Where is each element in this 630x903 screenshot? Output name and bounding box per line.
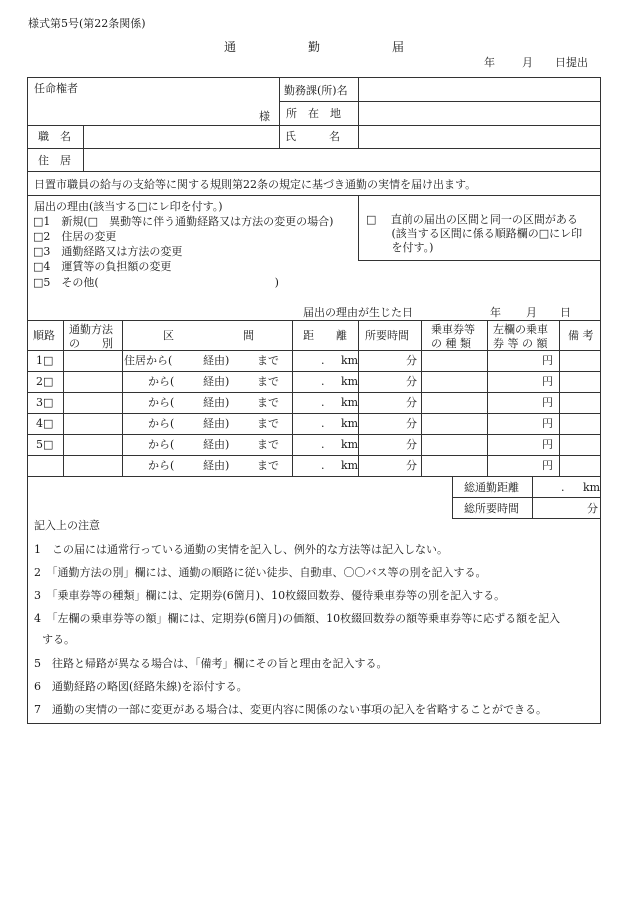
row-1-via: 経由) bbox=[203, 354, 230, 367]
row-3-dot: . bbox=[321, 396, 325, 409]
total-distance-label: 総通勤距離 bbox=[464, 481, 519, 494]
note-4-continued: する。 bbox=[42, 633, 75, 646]
workplace-label: 勤務課(所)名 bbox=[284, 84, 348, 97]
occurred-day-label: 日 bbox=[560, 306, 571, 319]
row-1-from: 住居から( bbox=[124, 354, 173, 367]
row-6-from: から( bbox=[148, 459, 175, 472]
row-6-to: まで bbox=[257, 459, 279, 472]
total-distance-unit: km bbox=[583, 481, 601, 494]
row-5-yen: 円 bbox=[542, 438, 553, 451]
row-1-to: まで bbox=[257, 354, 279, 367]
row-5-from: から( bbox=[148, 438, 175, 451]
row-4-km: km bbox=[341, 417, 359, 430]
row-1-km: km bbox=[341, 354, 359, 367]
reason-fare-change: □4 運賃等の負担額の変更 bbox=[33, 260, 172, 273]
row-2-min: 分 bbox=[406, 375, 417, 388]
th-method-1: 通勤方法 bbox=[69, 323, 113, 336]
address-label: 所 在 地 bbox=[286, 107, 341, 120]
row-6-km: km bbox=[341, 459, 359, 472]
th-ticket-2: の 種 類 bbox=[431, 337, 471, 350]
submit-month-label: 月 bbox=[522, 56, 533, 69]
row-4-to: まで bbox=[257, 417, 279, 430]
row-3-order: 3□ bbox=[36, 396, 54, 409]
row-2-order: 2□ bbox=[36, 375, 54, 388]
row-4-dot: . bbox=[321, 417, 325, 430]
submit-day-label: 日提出 bbox=[555, 56, 588, 69]
title-char-2: 勤 bbox=[308, 40, 321, 54]
th-amount-1: 左欄の乗車 bbox=[493, 323, 548, 336]
row-4-from: から( bbox=[148, 417, 175, 430]
row-5-to: まで bbox=[257, 438, 279, 451]
total-distance-dot: . bbox=[561, 481, 565, 494]
th-time: 所要時間 bbox=[365, 329, 409, 342]
position-label: 職 名 bbox=[38, 130, 71, 143]
row-4-via: 経由) bbox=[203, 417, 230, 430]
row-2-yen: 円 bbox=[542, 375, 553, 388]
row-1-dot: . bbox=[321, 354, 325, 367]
occurred-year-label: 年 bbox=[490, 306, 501, 319]
row-3-yen: 円 bbox=[542, 396, 553, 409]
note-3: 3 「乗車券等の種類」欄には、定期券(6箇月)、10枚綴回数券、優待乗車券等の別を記入する。 bbox=[34, 589, 506, 602]
residence-label: 住 居 bbox=[38, 154, 71, 167]
appointer-label: 任命権者 bbox=[34, 82, 78, 95]
row-1-yen: 円 bbox=[542, 354, 553, 367]
row-6-min: 分 bbox=[406, 459, 417, 472]
th-distance-2: 離 bbox=[336, 329, 347, 342]
commute-form bbox=[27, 77, 601, 724]
row-3-min: 分 bbox=[406, 396, 417, 409]
row-6-via: 経由) bbox=[203, 459, 230, 472]
same-section-line-1: □ 直前の届出の区間と同一の区間がある bbox=[366, 213, 578, 226]
row-5-min: 分 bbox=[406, 438, 417, 451]
form-number: 様式第5号(第22条関係) bbox=[28, 17, 146, 30]
row-1-min: 分 bbox=[406, 354, 417, 367]
row-2-via: 経由) bbox=[203, 375, 230, 388]
th-method-2: の 別 bbox=[69, 337, 113, 350]
occurred-date-label: 届出の理由が生じた日 bbox=[303, 306, 413, 319]
row-2-from: から( bbox=[148, 375, 175, 388]
row-5-via: 経由) bbox=[203, 438, 230, 451]
th-order: 順路 bbox=[33, 329, 55, 342]
row-3-via: 経由) bbox=[203, 396, 230, 409]
th-section-2: 間 bbox=[243, 329, 254, 342]
same-section-line-3: を付す。) bbox=[366, 241, 434, 254]
row-6-dot: . bbox=[321, 459, 325, 472]
submit-year-label: 年 bbox=[484, 56, 495, 69]
row-3-to: まで bbox=[257, 396, 279, 409]
title-char-1: 通 bbox=[224, 40, 237, 54]
occurred-month-label: 月 bbox=[526, 306, 537, 319]
th-section-1: 区 bbox=[163, 329, 174, 342]
row-4-yen: 円 bbox=[542, 417, 553, 430]
th-distance-1: 距 bbox=[303, 329, 314, 342]
reason-residence-change: □2 住居の変更 bbox=[33, 230, 117, 243]
row-5-km: km bbox=[341, 438, 359, 451]
row-3-from: から( bbox=[148, 396, 175, 409]
reason-other: □5 その他( ) bbox=[33, 276, 279, 289]
row-2-to: まで bbox=[257, 375, 279, 388]
note-5: 5 往路と帰路が異なる場合は、「備考」欄にその旨と理由を記入する。 bbox=[34, 657, 388, 670]
reason-route-change: □3 通勤経路又は方法の変更 bbox=[33, 245, 183, 258]
notes-heading: 記入上の注意 bbox=[34, 519, 100, 532]
same-section-line-2: (該当する区間に係る順路欄の□にレ印 bbox=[366, 227, 583, 240]
row-5-order: 5□ bbox=[36, 438, 54, 451]
row-5-dot: . bbox=[321, 438, 325, 451]
total-time-unit: 分 bbox=[587, 502, 598, 515]
note-1: 1 この届には通常行っている通勤の実情を記入し、例外的な方法等は記入しない。 bbox=[34, 543, 448, 556]
reasons-heading: 届出の理由(該当する□にレ印を付す。) bbox=[34, 200, 223, 213]
row-1-order: 1□ bbox=[36, 354, 54, 367]
notice-text: 日置市職員の給与の支給等に関する規則第22条の規定に基づき通勤の実情を届け出ます。 bbox=[34, 178, 477, 191]
th-amount-2: 券 等 の 額 bbox=[493, 337, 548, 350]
reason-new: □1 新規(□ 異動等に伴う通勤経路又は方法の変更の場合) bbox=[33, 215, 334, 228]
row-3-km: km bbox=[341, 396, 359, 409]
row-4-min: 分 bbox=[406, 417, 417, 430]
total-time-label: 総所要時間 bbox=[464, 502, 519, 515]
note-6: 6 通勤経路の略図(経路朱線)を添付する。 bbox=[34, 680, 248, 693]
sama-label: 様 bbox=[259, 110, 270, 123]
row-2-dot: . bbox=[321, 375, 325, 388]
name-label: 氏 名 bbox=[285, 130, 340, 143]
row-2-km: km bbox=[341, 375, 359, 388]
row-6-yen: 円 bbox=[542, 459, 553, 472]
note-4: 4 「左欄の乗車券等の額」欄には、定期券(6箇月)の価額、10枚綴回数券の額等乗車券等に応ずる額を記入 bbox=[34, 612, 561, 625]
row-4-order: 4□ bbox=[36, 417, 54, 430]
note-7: 7 通勤の実情の一部に変更がある場合は、変更内容に関係のない事項の記入を省略することができる。 bbox=[34, 703, 547, 716]
note-2: 2 「通勤方法の別」欄には、通勤の順路に従い徒歩、自動車、〇〇バス等の別を記入する。 bbox=[34, 566, 487, 579]
th-ticket-1: 乗車券等 bbox=[431, 323, 475, 336]
title-char-3: 届 bbox=[392, 40, 405, 54]
th-remarks: 備 考 bbox=[568, 329, 594, 342]
